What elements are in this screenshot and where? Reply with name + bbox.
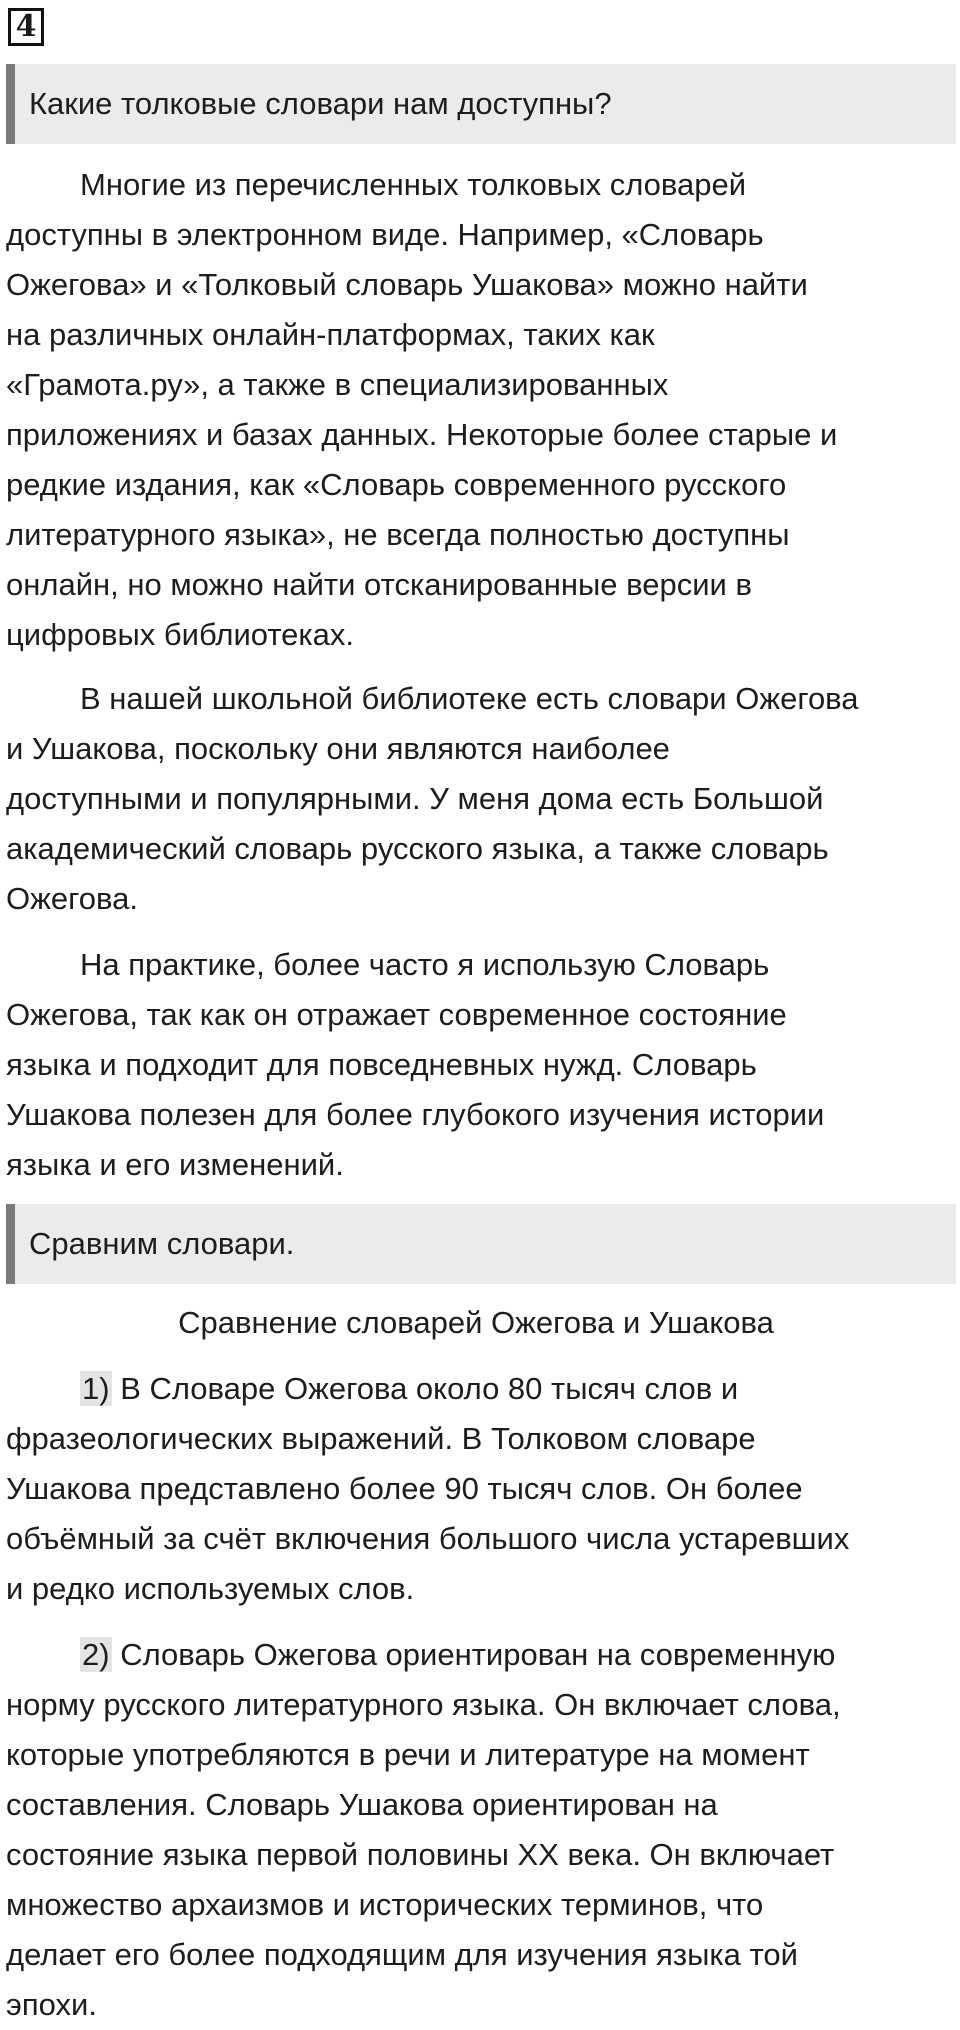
text-line: онлайн, но можно найти отсканированные версии в xyxy=(6,567,752,602)
text-line: Ушакова представлено более 90 тысяч слов. Он более xyxy=(6,1471,803,1506)
text-line: и редко используемых слов. xyxy=(6,1571,415,1606)
text-line: 2) Словарь Ожегова ориентирован на современную xyxy=(82,1637,836,1672)
section-header-compare: Сравним словари. xyxy=(6,1204,956,1284)
text-line: Ожегова. xyxy=(6,881,138,916)
text-line: множество архаизмов и исторических терминов, что xyxy=(6,1887,764,1922)
text-line: фразеологических выражений. В Толковом словаре xyxy=(6,1421,756,1456)
comparison-title: Сравнение словарей Ожегова и Ушакова xyxy=(178,1305,774,1340)
paragraph-school-library xyxy=(6,674,946,924)
task-number-badge: 4 xyxy=(8,8,44,46)
section-header-available-dictionaries: Какие толковые словари нам доступны? xyxy=(6,64,956,144)
text-line: норму русского литературного языка. Он включает слова, xyxy=(6,1687,841,1722)
item-number-marker: 2) xyxy=(82,1637,110,1672)
text-line: академический словарь русского языка, а также словарь xyxy=(6,831,829,866)
text-line: эпохи. xyxy=(6,1987,97,2022)
text-line: Многие из перечисленных толковых словарей xyxy=(80,167,747,202)
text-line: составления. Словарь Ушакова ориентирован на xyxy=(6,1787,718,1822)
text-line: 1) В Словаре Ожегова около 80 тысяч слов и xyxy=(82,1371,739,1406)
text-line: языка и его изменений. xyxy=(6,1147,344,1182)
text-line: На практике, более часто я использую Словарь xyxy=(80,947,770,982)
text-line: состояние языка первой половины XX века. Он включает xyxy=(6,1837,835,1872)
text-line: доступными и популярными. У меня дома есть Большой xyxy=(6,781,824,816)
text-line: Ожегова» и «Толковый словарь Ушакова» можно найти xyxy=(6,267,808,302)
text-line: приложениях и базах данных. Некоторые более старые и xyxy=(6,417,838,452)
text-line: Ожегова, так как он отражает современное состояние xyxy=(6,997,787,1032)
text-line: редкие издания, как «Словарь современного русского xyxy=(6,467,787,502)
text-line: «Грамота.ру», а также в специализированных xyxy=(6,367,669,402)
text-line: доступны в электронном виде. Например, «Словарь xyxy=(6,217,764,252)
text-line: языка и подходит для повседневных нужд. Словарь xyxy=(6,1047,757,1082)
text-line: цифровых библиотеках. xyxy=(6,617,355,652)
text-line: на различных онлайн-платформах, таких как xyxy=(6,317,655,352)
text-line: Ушакова полезен для более глубокого изучения истории xyxy=(6,1097,825,1132)
text-line: объёмный за счёт включения большого числа устаревших xyxy=(6,1521,850,1556)
text-line: В нашей школьной библиотеке есть словари Ожегова xyxy=(80,681,859,716)
item-number-marker: 1) xyxy=(82,1371,110,1406)
comparison-item-1 xyxy=(6,1364,946,1614)
comparison-item-2 xyxy=(6,1630,946,2030)
text-line: которые употребляются в речи и литературе на момент xyxy=(6,1737,810,1772)
text-line: и Ушакова, поскольку они являются наиболее xyxy=(6,731,670,766)
text-line: делает его более подходящим для изучения языка той xyxy=(6,1937,798,1972)
paragraph-electronic-access xyxy=(6,160,946,660)
text-line: литературного языка», не всегда полностью доступны xyxy=(6,517,790,552)
paragraph-practice xyxy=(6,940,946,1190)
